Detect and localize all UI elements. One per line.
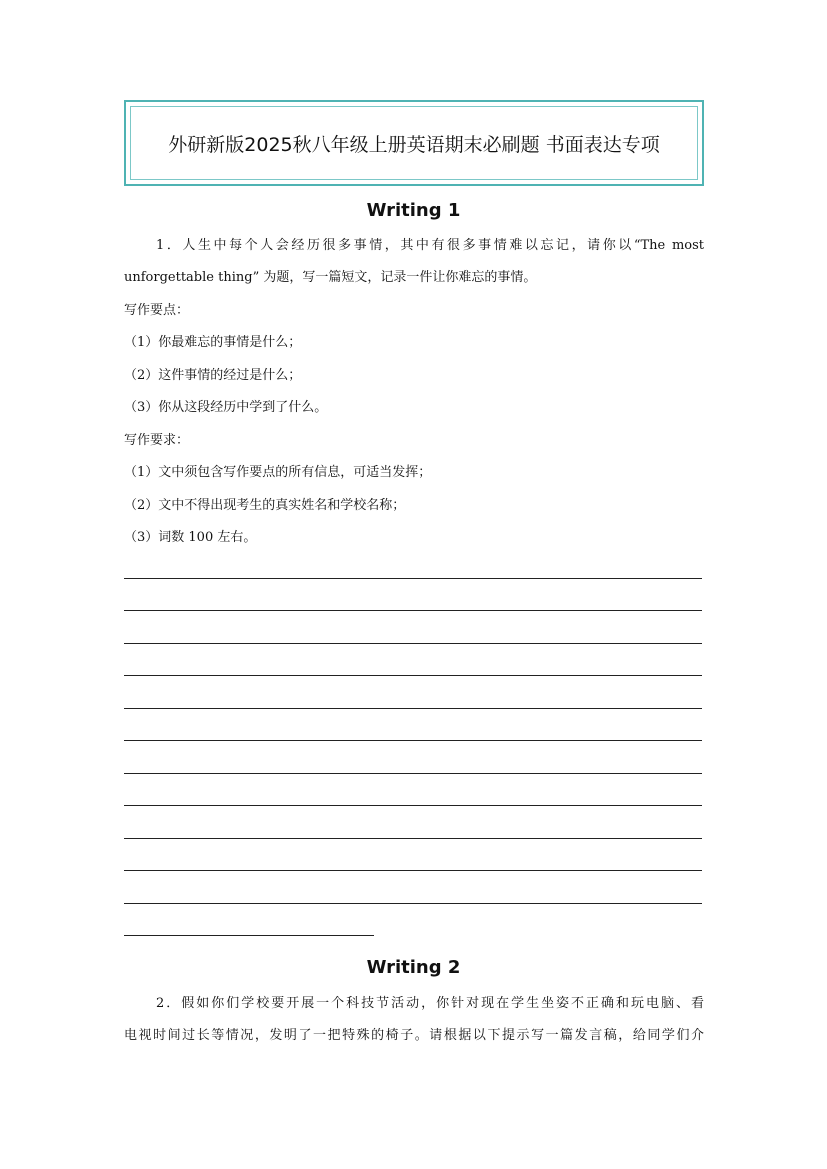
answer-line[interactable] bbox=[124, 643, 702, 644]
answer-line[interactable] bbox=[124, 805, 702, 806]
answer-line[interactable] bbox=[124, 740, 702, 741]
writing1-points-title: 写作要点： bbox=[124, 303, 190, 318]
page-title: 外研新版2025秋八年级上册英语期末必刷题 书面表达专项 bbox=[168, 133, 660, 156]
title-box bbox=[124, 100, 704, 186]
writing1-prompt-line2: unforgettable thing” 为题，写一篇短文，记录一件让你难忘的事情。 bbox=[124, 270, 537, 285]
writing1-point-2: （2）这件事情的经过是什么； bbox=[124, 368, 302, 383]
answer-line[interactable] bbox=[124, 870, 702, 871]
writing1-point-1: （1）你最难忘的事情是什么； bbox=[124, 335, 302, 350]
writing2-prompt-line1: 2．假如你们学校要开展一个科技节活动，你针对现在学生坐姿不正确和玩电脑、看 bbox=[156, 996, 704, 1011]
title-inner-frame bbox=[130, 106, 698, 180]
writing1-requirement-3: （3）词数 100 左右。 bbox=[124, 530, 257, 545]
answer-line[interactable] bbox=[124, 708, 702, 709]
answer-line-short[interactable] bbox=[124, 935, 374, 936]
writing1-prompt-line1: 1．人生中每个人会经历很多事情，其中有很多事情难以忘记，请你以“The most bbox=[156, 238, 704, 253]
answer-line[interactable] bbox=[124, 838, 702, 839]
writing2-prompt-line2: 电视时间过长等情况，发明了一把特殊的椅子。请根据以下提示写一篇发言稿，给同学们介 bbox=[124, 1028, 704, 1043]
writing1-requirements-title: 写作要求： bbox=[124, 433, 190, 448]
answer-line[interactable] bbox=[124, 773, 702, 774]
answer-line[interactable] bbox=[124, 578, 702, 579]
answer-line[interactable] bbox=[124, 610, 702, 611]
writing1-requirement-2: （2）文中不得出现考生的真实姓名和学校名称； bbox=[124, 498, 406, 513]
writing1-point-3: （3）你从这段经历中学到了什么。 bbox=[124, 400, 328, 415]
answer-line[interactable] bbox=[124, 675, 702, 676]
writing1-requirement-1: （1）文中须包含写作要点的所有信息，可适当发挥； bbox=[124, 465, 432, 480]
answer-line[interactable] bbox=[124, 903, 702, 904]
writing1-heading: Writing 1 bbox=[366, 200, 461, 221]
writing2-heading: Writing 2 bbox=[366, 957, 461, 978]
